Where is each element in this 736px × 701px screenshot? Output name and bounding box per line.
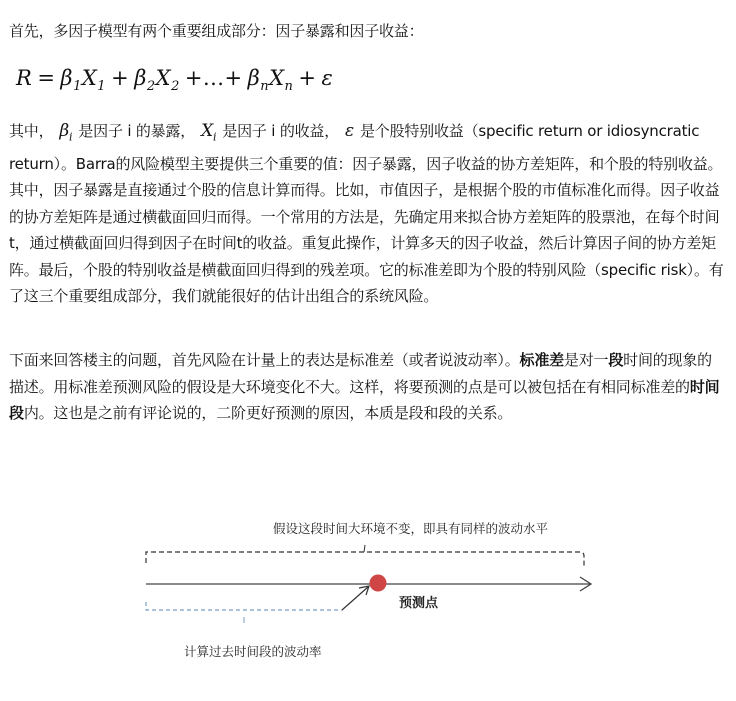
text-2: 是因子 i 的收益， [222,122,340,140]
intro-text: 首先，多因子模型有两个重要组成部分：因子暴露和因子收益： [9,22,424,40]
bold-segment: 段 [608,351,624,369]
top-label: 假设这段时间大环境不变，即具有同样的波动水平 [273,521,549,536]
epsilon-symbol: ε [345,121,354,141]
text-1: 是因子 i 的暴露， [78,122,196,140]
text-2: 是对一 [563,351,609,369]
factor-model-formula: $R = \beta_1X_1 + \beta_2X_2$ +...+ $\beta_nX_n + \varepsilon$ [16,66,334,95]
volatility-diagram [130,505,610,675]
bottom-label: 计算过去时间段的波动率 [184,644,322,659]
text-1: 下面来回答楼主的问题，首先风险在计量上的表达是标准差（或者说波动率）。 [9,351,520,369]
explanation-paragraph [9,118,725,310]
text-3: 时间的现象的描述。用标准差预测风险的假设是大环境变化不大。这样，将要预测的点是可以被包括在有相同标准差的 [9,351,712,396]
bold-std: 标准差 [519,351,564,369]
text-lead: 其中， [9,122,54,140]
text-4: 内。这也是之前有评论说的，二阶更好预测的原因，本质是段和段的关系。 [23,404,513,422]
x-i-symbol: $X_i$ [201,121,217,144]
bold-time-period: 时间段 [9,377,720,422]
prediction-point-label: 预测点 [399,596,439,611]
text-3: 是个股特别收益（specific return or idiosyncratic return）。Barra的风险模型主要提供三个重要的值：因子暴露，因子收益的协方差矩阵，和个股的特别收益。其中，因子暴露是直接通过个股的信息计算而得。比如，市值因子，是根据个股的市值标准化而得。因子收益的协方差矩阵是通过横截面回归而得。一个常用的方法是，先确定用来拟合协方差矩阵的股票池，在每个时间t，通过横截面回归得到因子在时间t的收益。重复此操作，计算多天的因子收益，然后计算因子间的协方差矩阵。最后，个股的特别收益是横截面回归得到的残差项。它的标准差即为个股的特别风险（specific risk）。有了这三个重要组成部分，我们就能很好的估计出组合的系统风险。 [9,122,724,306]
beta-i-symbol: $\beta_i$ [59,121,73,144]
answer-paragraph [9,347,725,427]
